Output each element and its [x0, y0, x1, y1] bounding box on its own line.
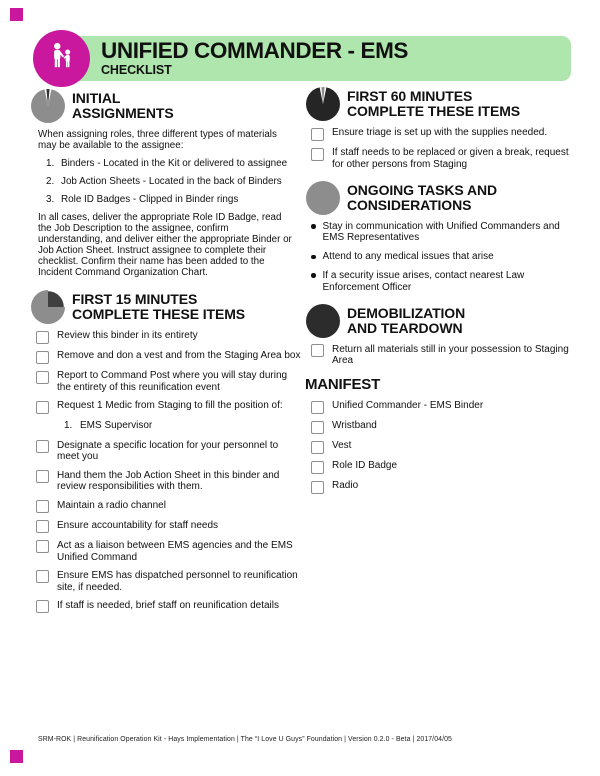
- list-number: 1.: [46, 158, 55, 169]
- checkbox[interactable]: [36, 520, 49, 533]
- checkbox[interactable]: [36, 570, 49, 583]
- first-60-checklist: [305, 127, 577, 171]
- checklist-item: [36, 400, 303, 414]
- heading-line-2: AND TEARDOWN: [347, 319, 463, 336]
- manifest-checklist: [305, 400, 577, 494]
- checkbox[interactable]: [36, 470, 49, 483]
- checklist-item: [36, 570, 303, 594]
- right-column: [305, 86, 577, 500]
- checklist-item: [36, 330, 303, 344]
- checklist-item: [311, 460, 577, 474]
- checklist-item: [36, 370, 303, 394]
- checkbox-label: Designate a specific location for your personnel to meet you: [57, 439, 279, 463]
- intro-paragraph: When assigning roles, three different types of materials may be available to the assignee:: [38, 129, 277, 151]
- checkbox[interactable]: [36, 371, 49, 384]
- header-badge: [33, 30, 90, 87]
- section-heading: [347, 86, 520, 122]
- checkbox-label: Role ID Badge: [332, 460, 398, 472]
- filled-circle-dark-icon: [305, 303, 341, 339]
- checkbox-label: If staff is needed, brief staff on reunification details: [57, 599, 279, 611]
- manifest-heading: MANIFEST: [305, 376, 381, 394]
- header-text: [101, 39, 408, 77]
- checkbox-label: Ensure EMS has dispatched personnel to reunification site, if needed.: [57, 569, 298, 593]
- checkbox-label: Review this binder in its entirety: [57, 330, 198, 341]
- bullet-text: If a security issue arises, contact nearest Law Enforcement Officer: [322, 269, 525, 293]
- checkbox[interactable]: [311, 148, 324, 161]
- checkbox-label: Ensure accountability for staff needs: [57, 519, 219, 531]
- clock-0-minutes-icon: [30, 88, 66, 124]
- checklist-item: [311, 440, 577, 454]
- checkbox-label: Vest: [332, 440, 352, 452]
- checklist-item: [36, 520, 303, 534]
- list-item: [46, 176, 290, 187]
- checkbox-label: Request 1 Medic from Staging to fill the position of:: [57, 400, 283, 412]
- checkbox-label: Hand them the Job Action Sheet in this binder and review responsibilities with them.: [57, 469, 280, 493]
- section-heading: [347, 180, 497, 216]
- checklist-item: [36, 440, 303, 464]
- list-number: 1.: [64, 420, 73, 432]
- heading-line-2: COMPLETE THESE ITEMS: [347, 103, 521, 119]
- checklist-item: [36, 600, 303, 614]
- heading-line-2: COMPLETE THESE ITEMS: [72, 306, 246, 322]
- heading-line-2: ASSIGNMENTS: [72, 105, 174, 121]
- checklist-item: [311, 127, 577, 141]
- family-adult-child-icon: [43, 37, 81, 80]
- list-item-text: EMS Supervisor: [80, 420, 153, 432]
- checkbox[interactable]: [36, 351, 49, 364]
- checklist-item: [311, 400, 577, 414]
- checkbox-label: Remove and don a vest and from the Staging Area box: [57, 350, 301, 361]
- section-demobilization: [305, 303, 577, 339]
- heading-line-1: DEMOBILIZATION: [347, 304, 466, 321]
- checklist-item: [36, 540, 303, 564]
- section-heading: [72, 289, 245, 325]
- clock-15-minutes-icon: [30, 289, 66, 325]
- heading-line-2: CONSIDERATIONS: [347, 196, 472, 213]
- ongoing-bullet-list: [305, 221, 577, 294]
- checklist-item: [311, 480, 577, 494]
- checkbox[interactable]: [36, 331, 49, 344]
- footer-text: SRM-ROK | Reunification Operation Kit - Hays Implementation | The “I Love U Guys” Foundation | Version 0.2.0 - Beta | 2017/04/05: [38, 736, 452, 743]
- checkbox[interactable]: [311, 421, 324, 434]
- bullet-icon: [311, 224, 316, 229]
- clock-60-minutes-icon: [305, 86, 341, 122]
- checkbox[interactable]: [36, 500, 49, 513]
- bullet-text: Stay in communication with Unified Commanders and EMS Representatives: [322, 220, 560, 244]
- checkbox-label: Wristband: [332, 420, 377, 432]
- checkbox-label: Unified Commander - EMS Binder: [332, 400, 484, 412]
- checklist-item: [36, 500, 303, 514]
- heading-line-1: ONGOING TASKS AND: [347, 181, 497, 198]
- first-15-checklist: [30, 330, 303, 613]
- list-item-text: Role ID Badges - Clipped in Binder rings: [61, 194, 239, 205]
- checklist-item: [311, 147, 577, 171]
- heading-line-1: FIRST 15 MINUTES: [72, 291, 198, 307]
- outro-paragraph: In all cases, deliver the appropriate Role ID Badge, read the Job Description to the assignee, confirm understanding, and deliver either the appropriate Binder or Job Action Sheet. Instruct assignee to complete their checklist. Confirm their name has been added to the Incident Command Organization Chart.: [38, 212, 292, 278]
- section-first-15-minutes: [30, 289, 303, 325]
- materials-numbered-list: [46, 158, 303, 205]
- list-item: [46, 158, 290, 169]
- list-item: [46, 194, 290, 205]
- left-column: [30, 88, 303, 620]
- checkbox-label: Radio: [332, 480, 359, 492]
- sub-list-item: [64, 420, 303, 432]
- list-item-text: Binders - Located in the Kit or delivered to assignee: [61, 158, 288, 169]
- bullet-item: [311, 270, 577, 294]
- list-number: 2.: [46, 176, 55, 187]
- checkbox[interactable]: [36, 540, 49, 553]
- checklist-item: [311, 344, 577, 368]
- bullet-text: Attend to any medical issues that arise: [322, 251, 494, 263]
- checklist-item: [36, 350, 303, 364]
- checkbox[interactable]: [36, 440, 49, 453]
- checkbox-label: Maintain a radio channel: [57, 499, 166, 511]
- list-item-text: Job Action Sheets - Located in the back of Binders: [61, 176, 282, 187]
- corner-mark-top: [10, 8, 23, 21]
- page-title: UNIFIED COMMANDER - EMS: [101, 38, 409, 63]
- section-first-60-minutes: [305, 86, 577, 122]
- checkbox[interactable]: [311, 481, 324, 494]
- checkbox[interactable]: [311, 344, 324, 357]
- section-heading: [72, 88, 174, 124]
- checkbox[interactable]: [36, 600, 49, 613]
- checkbox-label: Act as a liaison between EMS agencies and the EMS Unified Command: [57, 539, 293, 563]
- checkbox-label: Ensure triage is set up with the supplies needed.: [332, 127, 548, 138]
- list-number: 3.: [46, 194, 55, 205]
- section-initial-assignments: [30, 88, 303, 124]
- section-ongoing-tasks: [305, 180, 577, 216]
- bullet-item: [311, 221, 577, 245]
- checkbox[interactable]: [311, 401, 324, 414]
- checkbox[interactable]: [311, 441, 324, 454]
- filled-circle-gray-icon: [305, 180, 341, 216]
- corner-mark-bottom: [10, 750, 23, 763]
- bullet-icon: [311, 255, 316, 260]
- checklist-item: [36, 470, 303, 494]
- checkbox[interactable]: [36, 401, 49, 414]
- bullet-icon: [311, 273, 316, 278]
- heading-line-1: INITIAL: [72, 90, 121, 106]
- bullet-item: [311, 251, 577, 263]
- checkbox-label: Report to Command Post where you will stay during the entirety of this reunification event: [57, 370, 288, 393]
- heading-line-1: FIRST 60 MINUTES: [347, 88, 473, 104]
- checklist-item: [311, 420, 577, 434]
- page-subtitle: CHECKLIST: [101, 63, 172, 77]
- checkbox[interactable]: [311, 128, 324, 141]
- checkbox[interactable]: [311, 461, 324, 474]
- section-heading: [347, 303, 465, 339]
- checkbox-label: Return all materials still in your possession to Staging Area: [332, 343, 569, 367]
- checkbox-label: If staff needs to be replaced or given a break, request for other persons from Staging: [332, 147, 569, 170]
